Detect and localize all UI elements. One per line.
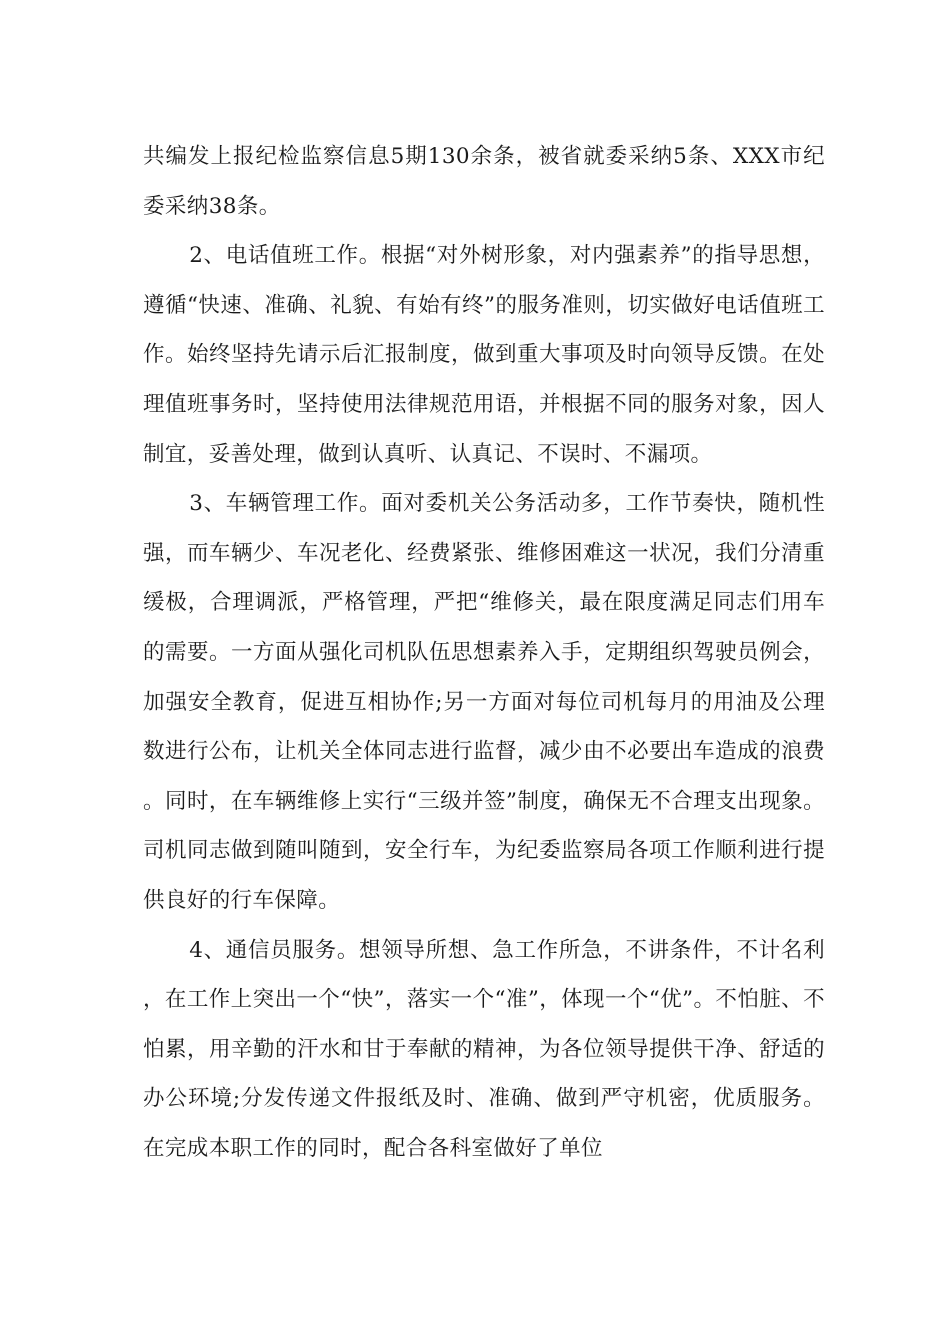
paragraph-continued: 共编发上报纪检监察信息5期130余条，被省就委采纳5条、XXX市纪委采纳38条。 <box>143 144 826 219</box>
paragraph-messenger-service: 4、通信员服务。想领导所想、急工作所急，不讲条件，不计名利，在工作上突出一个“快”，落实一个“准”，体现一个“优”。不怕脏、不怕累，用辛勤的汗水和甘于奉献的精神，为各位领导提供干净、舒适的办公环境;分发传递文件报纸及时、准确、做到严守机密，优质服务。在完成本职工作的同时，配合各科室做好了单位 <box>143 937 825 1161</box>
paragraph-telephone-duty: 2、电话值班工作。根据“对外树形象，对内强素养”的指导思想，遵循“快速、准确、礼貌、有始有终”的服务准则，切实做好电话值班工作。始终坚持先请示后汇报制度，做到重大事项及时向领导反馈。在处理值班事务时，坚持使用法律规范用语，并根据不同的服务对象，因人制宜，妥善处理，做到认真听、认真记、不误时、不漏项。 <box>143 243 825 467</box>
paragraph-vehicle-management: 3、车辆管理工作。面对委机关公务活动多，工作节奏快，随机性强，而车辆少、车况老化、经费紧张、维修困难这一状况，我们分清重缓极，合理调派，严格管理，严把“维修关，最在限度满足同志们用车的需要。一方面从强化司机队伍思想素养入手，定期组织驾驶员例会，加强安全教育，促进互相协作;另一方面对每位司机每月的用油及公理数进行公布，让机关全体同志进行监督，减少由不必要出车造成的浪费。同时，在车辆维修上实行“三级并签”制度，确保无不合理支出现象。司机同志做到随叫随到，安全行车，为纪委监察局各项工作顺利进行提供良好的行车保障。 <box>143 491 825 913</box>
document-body <box>143 132 825 1173</box>
